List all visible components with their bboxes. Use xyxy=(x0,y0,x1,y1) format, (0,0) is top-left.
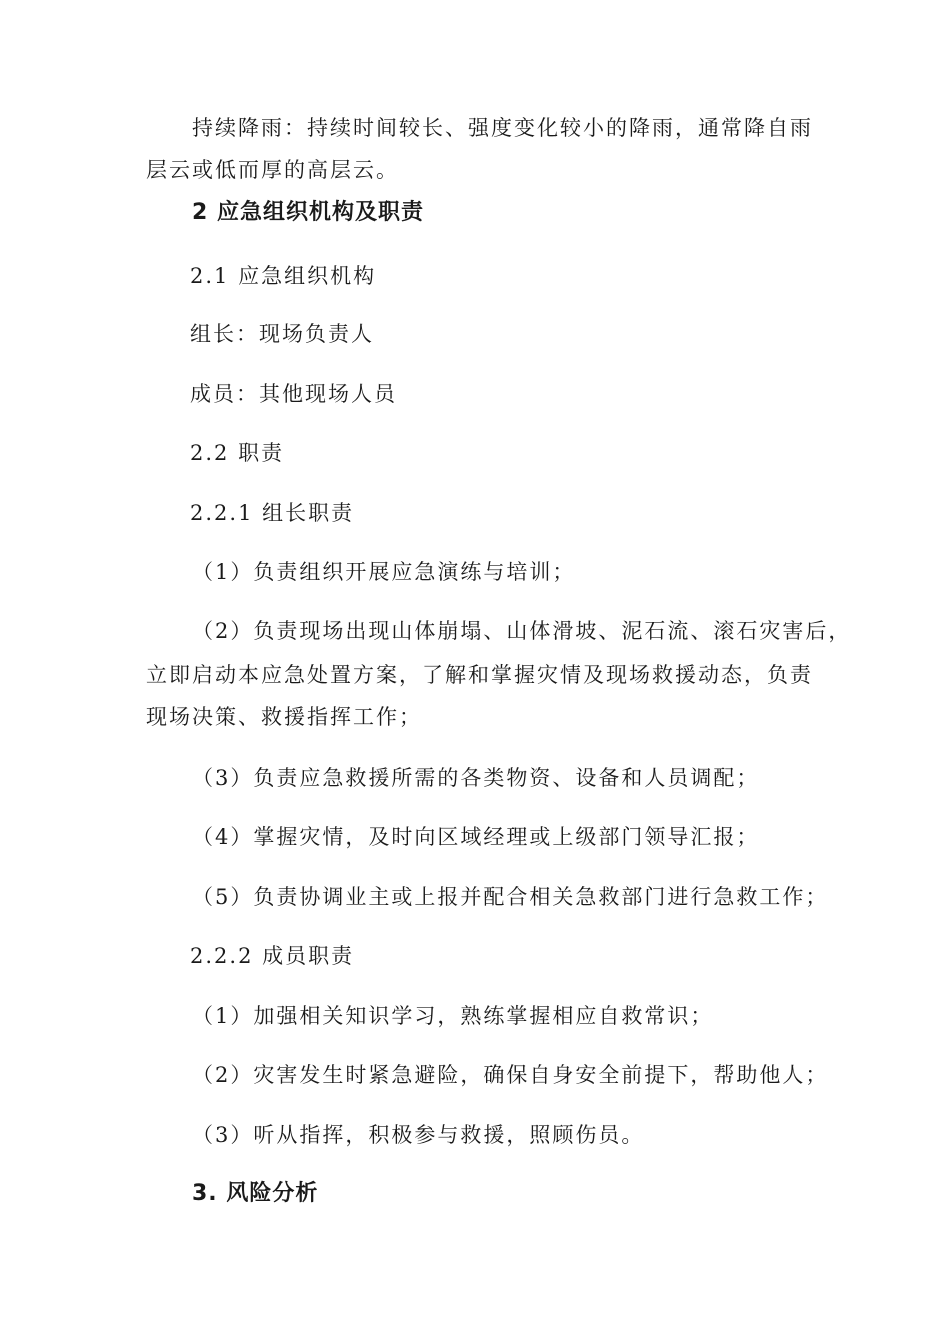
leader-duty-item-2-line3: 现场决策、救援指挥工作； xyxy=(146,705,422,729)
leader-duty-item-3: （3）负责应急救援所需的各类物资、设备和人员调配； xyxy=(192,766,760,790)
leader-duty-item-1: （1）负责组织开展应急演练与培训； xyxy=(192,560,576,584)
subheading-2-2: 2.2 职责 xyxy=(190,441,285,465)
subheading-2-2-1: 2.2.1 组长职责 xyxy=(190,501,355,525)
leader-duty-item-4: （4）掌握灾情，及时向区域经理或上级部门领导汇报； xyxy=(192,825,760,849)
leader-duty-item-2-line1: （2）负责现场出现山体崩塌、山体滑坡、泥石流、滚石灾害后， xyxy=(192,619,852,643)
member-duty-item-3: （3）听从指挥，积极参与救援，照顾伤员。 xyxy=(192,1123,645,1147)
paragraph-continuous-rain-line1: 持续降雨：持续时间较长、强度变化较小的降雨，通常降自雨 xyxy=(192,116,813,140)
paragraph-members: 成员：其他现场人员 xyxy=(190,382,397,406)
leader-duty-item-5: （5）负责协调业主或上报并配合相关急救部门进行急救工作； xyxy=(192,885,829,909)
subheading-2-1: 2.1 应急组织机构 xyxy=(190,264,377,288)
paragraph-continuous-rain-line2: 层云或低而厚的高层云。 xyxy=(146,158,399,182)
member-duty-item-2: （2）灾害发生时紧急避险，确保自身安全前提下，帮助他人； xyxy=(192,1063,829,1087)
member-duty-item-1: （1）加强相关知识学习，熟练掌握相应自救常识； xyxy=(192,1004,714,1028)
leader-duty-item-2-line2: 立即启动本应急处置方案，了解和掌握灾情及现场救援动态，负责 xyxy=(146,663,813,687)
section-heading-risk-analysis: 3. 风险分析 xyxy=(192,1181,319,1206)
section-heading-emergency-organization: 2 应急组织机构及职责 xyxy=(192,200,424,225)
subheading-2-2-2: 2.2.2 成员职责 xyxy=(190,944,355,968)
paragraph-leader: 组长：现场负责人 xyxy=(190,322,374,346)
